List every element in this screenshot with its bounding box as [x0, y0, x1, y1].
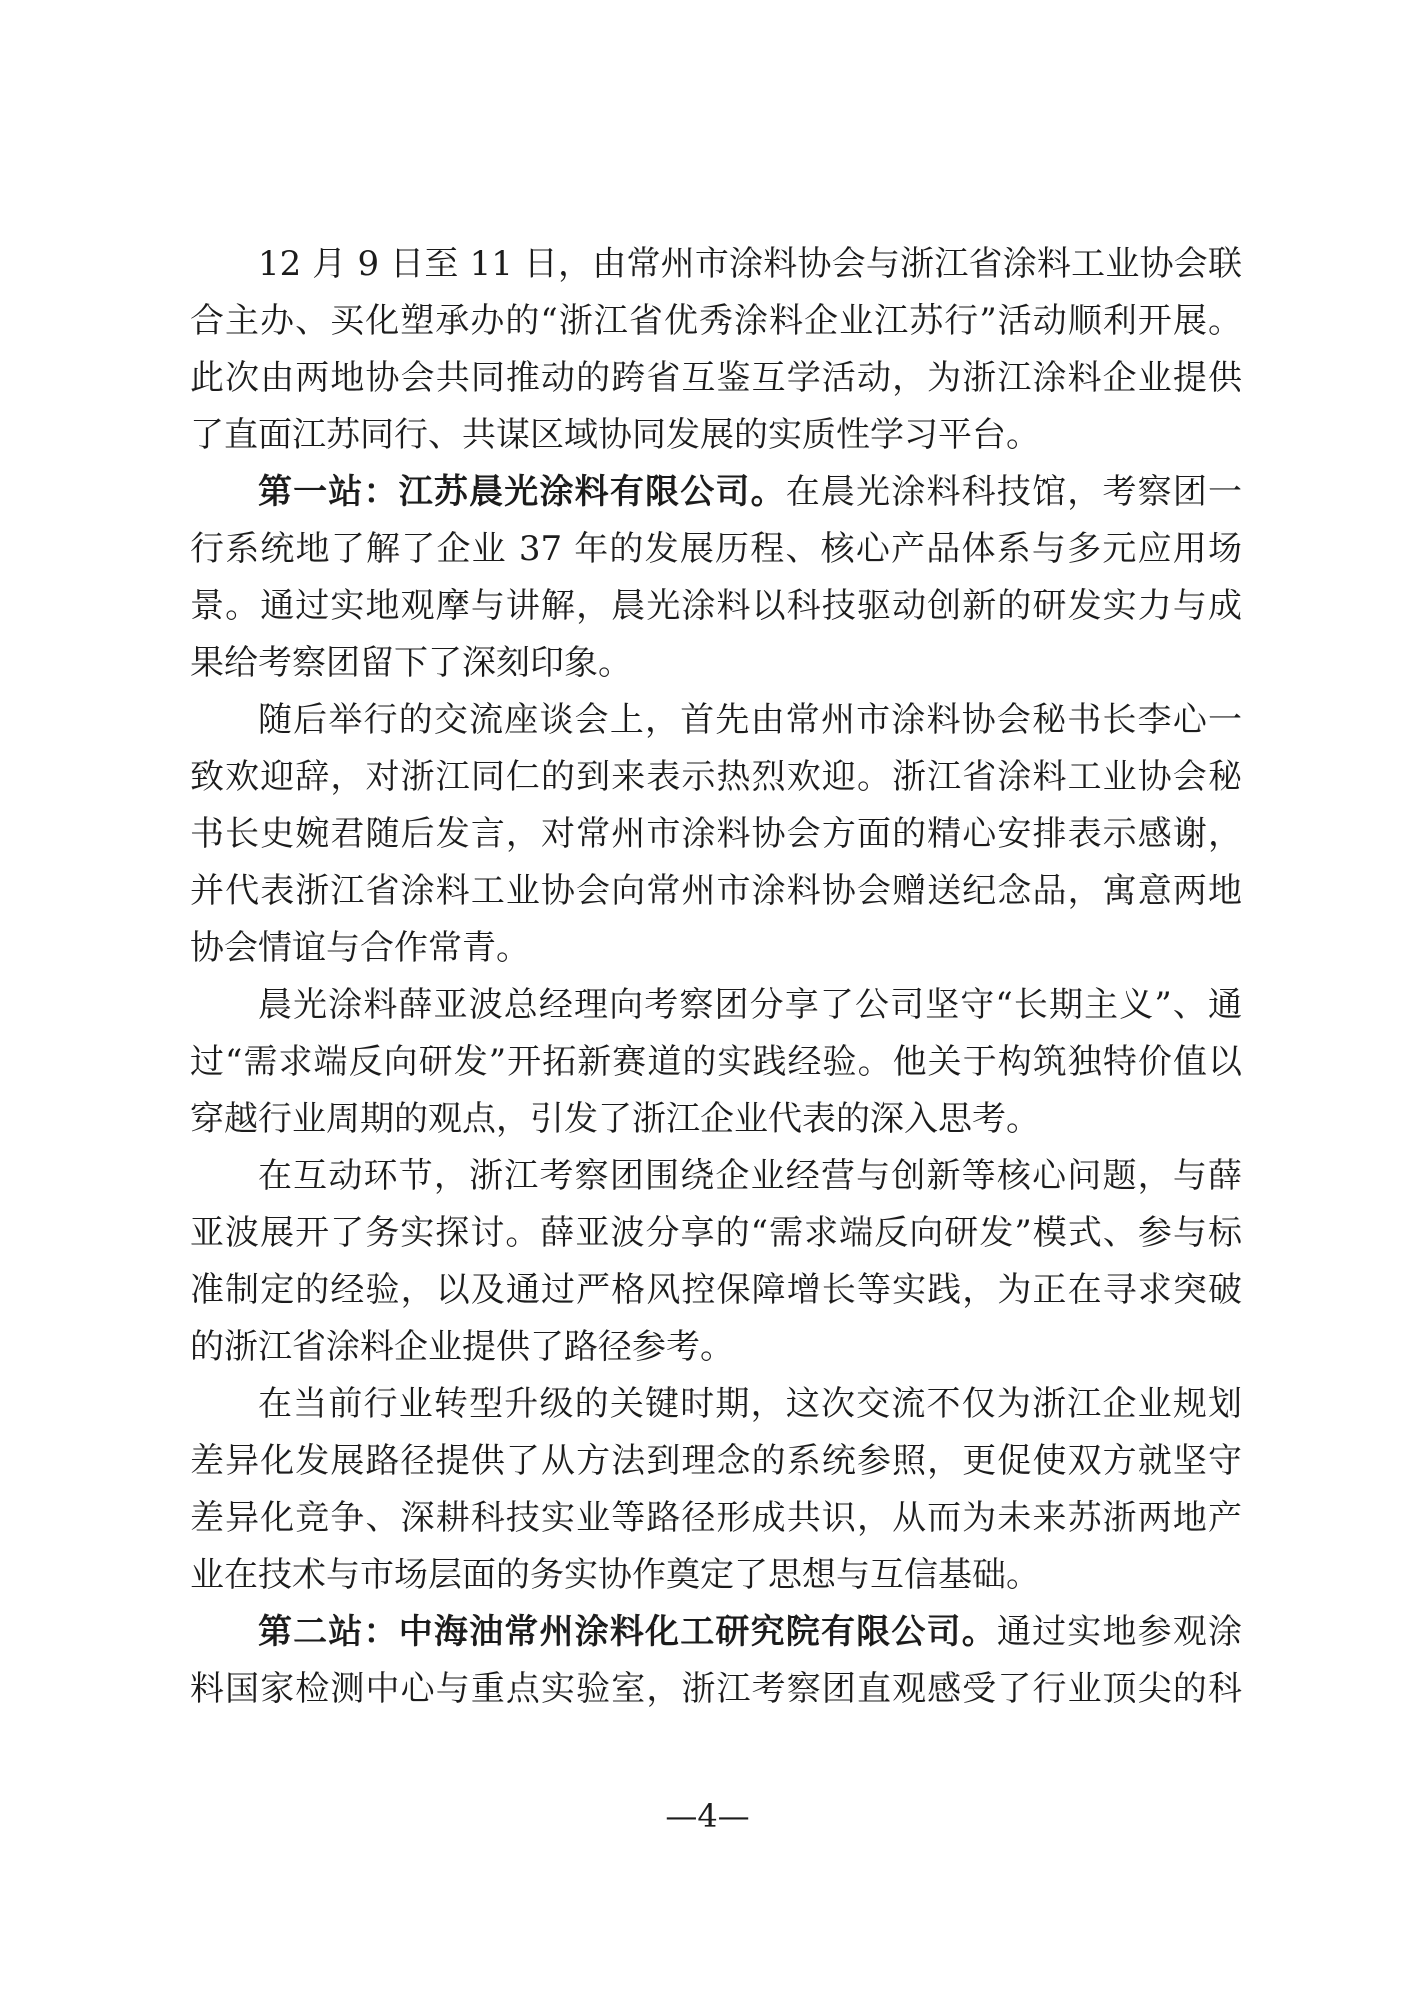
text-line: 景。通过实地观摩与讲解，晨光涂料以科技驱动创新的研发实力与成	[190, 586, 1242, 626]
text-line: 晨光涂料薛亚波总经理向考察团分享了公司坚守“长期主义”、通	[258, 985, 1242, 1025]
text-line: 第二站：中海油常州涂料化工研究院有限公司。通过实地参观涂	[258, 1612, 1243, 1652]
section-heading: 第二站：中海油常州涂料化工研究院有限公司。	[258, 1612, 997, 1652]
text-line: 了直面江苏同行、共谋区域协同发展的实质性学习平台。	[190, 415, 1040, 455]
text-line: 行系统地了解了企业 37 年的发展历程、核心产品体系与多元应用场	[190, 529, 1242, 569]
text-line: 在互动环节，浙江考察团围绕企业经营与创新等核心问题，与薛	[258, 1156, 1242, 1196]
text-line: 料国家检测中心与重点实验室，浙江考察团直观感受了行业顶尖的科	[190, 1669, 1242, 1709]
text-line: 合主办、买化塑承办的“浙江省优秀涂料企业江苏行”活动顺利开展。	[190, 301, 1242, 341]
text-line: 穿越行业周期的观点，引发了浙江企业代表的深入思考。	[190, 1099, 1040, 1139]
text-line: 此次由两地协会共同推动的跨省互鉴互学活动，为浙江涂料企业提供	[190, 358, 1242, 398]
text-line: 业在技术与市场层面的务实协作奠定了思想与互信基础。	[190, 1555, 1040, 1595]
text-line: 致欢迎辞，对浙江同仁的到来表示热烈欢迎。浙江省涂料工业协会秘	[190, 757, 1242, 797]
text-line: 的浙江省涂料企业提供了路径参考。	[190, 1327, 734, 1367]
text-line: 随后举行的交流座谈会上，首先由常州市涂料协会秘书长李心一	[258, 700, 1242, 740]
text-line: 差异化发展路径提供了从方法到理念的系统参照，更促使双方就坚守	[190, 1441, 1242, 1481]
text-line: 12 月 9 日至 11 日，由常州市涂料协会与浙江省涂料工业协会联	[258, 244, 1242, 284]
section-heading: 第一站：江苏晨光涂料有限公司。	[258, 472, 786, 512]
text-line: 亚波展开了务实探讨。薛亚波分享的“需求端反向研发”模式、参与标	[190, 1213, 1242, 1253]
text-line: 果给考察团留下了深刻印象。	[190, 643, 632, 683]
text-line: 准制定的经验，以及通过严格风控保障增长等实践，为正在寻求突破	[190, 1270, 1242, 1310]
page-number: —4—	[665, 1797, 750, 1835]
text-line: 并代表浙江省涂料工业协会向常州市涂料协会赠送纪念品，寓意两地	[190, 871, 1242, 911]
text-line: 书长史婉君随后发言，对常州市涂料协会方面的精心安排表示感谢，	[190, 814, 1242, 854]
text-line: 过“需求端反向研发”开拓新赛道的实践经验。他关于构筑独特价值以	[190, 1042, 1242, 1082]
text-line: 协会情谊与合作常青。	[190, 928, 530, 968]
text-line: 差异化竞争、深耕科技实业等路径形成共识，从而为未来苏浙两地产	[190, 1498, 1242, 1538]
text-line: 在当前行业转型升级的关键时期，这次交流不仅为浙江企业规划	[258, 1384, 1242, 1424]
document-body	[190, 236, 1242, 1718]
text-line: 第一站：江苏晨光涂料有限公司。在晨光涂料科技馆，考察团一	[258, 472, 1243, 512]
